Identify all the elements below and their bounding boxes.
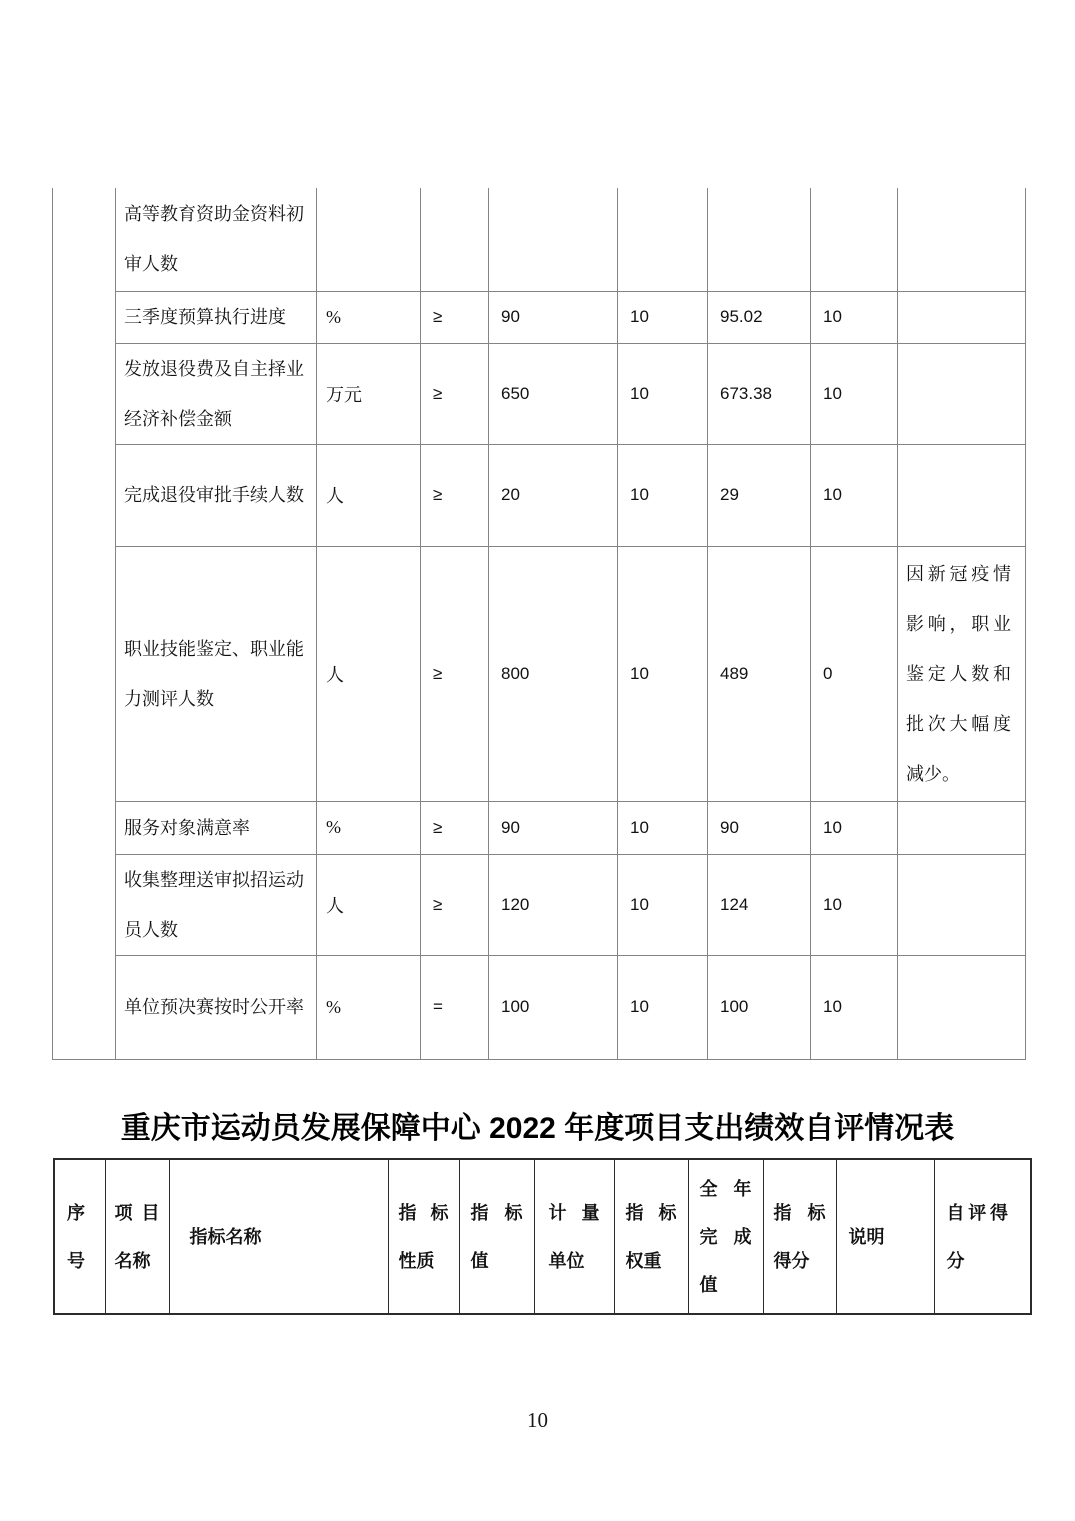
unit-cell (317, 188, 421, 291)
unit-cell: 万元 (317, 343, 421, 444)
completed-value-cell: 90 (708, 801, 811, 854)
target-value-cell: 90 (489, 801, 618, 854)
score-cell: 10 (811, 801, 898, 854)
target-value-cell: 100 (489, 955, 618, 1059)
indicator-name-cell: 职业技能鉴定、职业能力测评人数 (116, 546, 317, 801)
note-cell (898, 955, 1026, 1059)
score-cell: 10 (811, 955, 898, 1059)
note-cell (898, 188, 1026, 291)
weight-cell: 10 (618, 291, 708, 343)
header-cell-indicator-score: 指标得分 (763, 1159, 836, 1314)
property-cell: ≥ (421, 343, 489, 444)
completed-value-cell: 100 (708, 955, 811, 1059)
property-cell: ≥ (421, 291, 489, 343)
target-value-cell: 120 (489, 854, 618, 955)
property-cell: ≥ (421, 546, 489, 801)
property-cell: = (421, 955, 489, 1059)
table-row (53, 188, 1026, 291)
indicator-name-cell: 发放退役费及自主择业经济补偿金额 (116, 343, 317, 444)
page-number: 10 (527, 1408, 548, 1432)
weight-cell: 10 (618, 801, 708, 854)
table-row (53, 801, 1026, 854)
completed-value-cell: 95.02 (708, 291, 811, 343)
target-value-cell: 90 (489, 291, 618, 343)
header-cell-measure-unit: 计量单位 (534, 1159, 614, 1314)
note-cell (898, 444, 1026, 546)
target-value-cell: 800 (489, 546, 618, 801)
header-cell-project-name: 项目名称 (105, 1159, 169, 1314)
note-cell (898, 801, 1026, 854)
header-cell-self-score: 自评得分 (934, 1159, 1031, 1314)
merged-left-cell (53, 188, 116, 1059)
self-evaluation-table-header (53, 1158, 1032, 1315)
score-cell (811, 188, 898, 291)
property-cell: ≥ (421, 444, 489, 546)
header-cell-index: 序号 (54, 1159, 105, 1314)
note-cell (898, 854, 1026, 955)
weight-cell: 10 (618, 444, 708, 546)
property-cell: ≥ (421, 854, 489, 955)
note-cell: 因新冠疫情影响，职业鉴定人数和批次大幅度减少。 (898, 546, 1026, 801)
unit-cell: % (317, 955, 421, 1059)
table-row (53, 546, 1026, 801)
weight-cell: 10 (618, 343, 708, 444)
property-cell (421, 188, 489, 291)
score-cell: 0 (811, 546, 898, 801)
header-cell-indicator-weight: 指标权重 (614, 1159, 688, 1314)
indicator-name-cell: 完成退役审批手续人数 (116, 444, 317, 546)
completed-value-cell: 673.38 (708, 343, 811, 444)
header-cell-indicator-value: 指标值 (459, 1159, 534, 1314)
indicator-name-cell: 高等教育资助金资料初审人数 (116, 188, 317, 291)
score-cell: 10 (811, 444, 898, 546)
performance-indicator-table-continued (52, 188, 1026, 1060)
unit-cell: 人 (317, 854, 421, 955)
score-cell: 10 (811, 854, 898, 955)
unit-cell: % (317, 291, 421, 343)
target-value-cell (489, 188, 618, 291)
completed-value-cell (708, 188, 811, 291)
score-cell: 10 (811, 343, 898, 444)
indicator-name-cell: 三季度预算执行进度 (116, 291, 317, 343)
table-row (53, 444, 1026, 546)
target-value-cell: 20 (489, 444, 618, 546)
completed-value-cell: 124 (708, 854, 811, 955)
header-cell-indicator-name: 指标名称 (169, 1159, 388, 1314)
property-cell: ≥ (421, 801, 489, 854)
unit-cell: 人 (317, 444, 421, 546)
note-cell (898, 343, 1026, 444)
table-row (53, 343, 1026, 444)
completed-value-cell: 29 (708, 444, 811, 546)
indicator-name-cell: 服务对象满意率 (116, 801, 317, 854)
weight-cell: 10 (618, 955, 708, 1059)
target-value-cell: 650 (489, 343, 618, 444)
score-cell: 10 (811, 291, 898, 343)
header-cell-indicator-property: 指标性质 (388, 1159, 459, 1314)
weight-cell (618, 188, 708, 291)
completed-value-cell: 489 (708, 546, 811, 801)
table-row (53, 854, 1026, 955)
indicator-name-cell: 单位预决赛按时公开率 (116, 955, 317, 1059)
unit-cell: % (317, 801, 421, 854)
table-row (53, 291, 1026, 343)
section-title: 重庆市运动员发展保障中心 2022 年度项目支出绩效自评情况表 (120, 1112, 955, 1145)
indicator-name-cell: 收集整理送审拟招运动员人数 (116, 854, 317, 955)
header-cell-annual-completion: 全年完成值 (688, 1159, 763, 1314)
header-cell-note: 说明 (836, 1159, 934, 1314)
header-row (54, 1159, 1031, 1314)
note-cell (898, 291, 1026, 343)
unit-cell: 人 (317, 546, 421, 801)
table-row (53, 955, 1026, 1059)
weight-cell: 10 (618, 546, 708, 801)
weight-cell: 10 (618, 854, 708, 955)
